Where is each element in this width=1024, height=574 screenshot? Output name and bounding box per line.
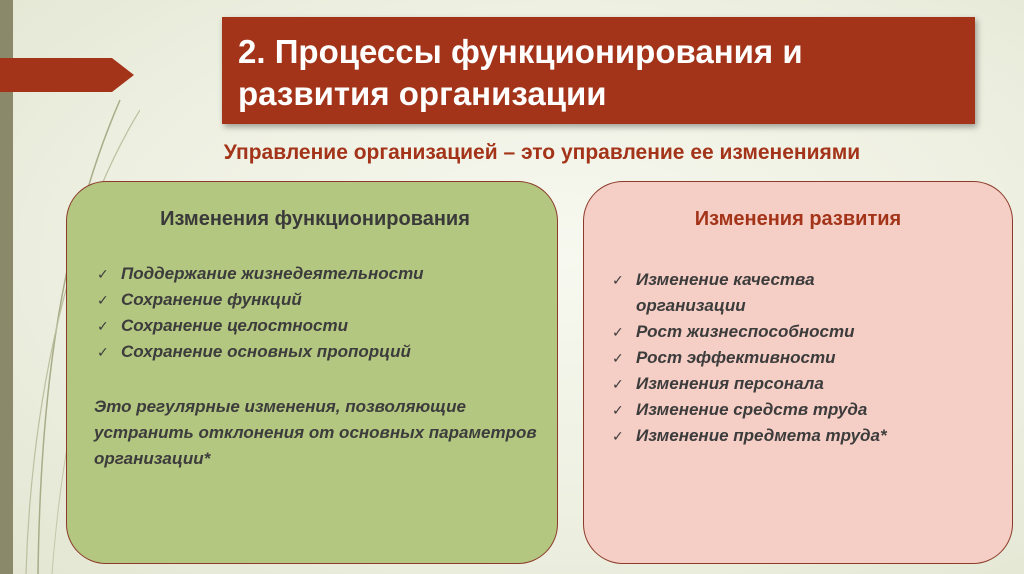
checkmark-icon: ✓ (97, 292, 109, 308)
list-item-text: Сохранение функций (121, 290, 302, 309)
list-item-text: Поддержание жизнедеятельности (121, 264, 424, 283)
checkmark-icon: ✓ (612, 324, 624, 340)
list-item (612, 423, 992, 449)
slide-subtitle: Управление организацией – это управление ее изменениями (223, 141, 861, 164)
checkmark-icon: ✓ (612, 350, 624, 366)
list-item-text: Изменение средств труда (636, 400, 868, 419)
list-item (97, 313, 424, 339)
list-item-text: Рост жизнеспособности (636, 322, 855, 341)
checkmark-icon: ✓ (612, 402, 624, 418)
list-item-text: Изменение предмета труда* (636, 426, 887, 445)
functioning-card-heading: Изменения функционирования (160, 208, 470, 230)
list-item (97, 261, 424, 287)
checkmark-icon: ✓ (97, 344, 109, 360)
checkmark-icon: ✓ (97, 318, 109, 334)
list-item-text: Рост эффективности (636, 348, 836, 367)
list-item (612, 319, 992, 345)
list-item-text: Сохранение целостности (121, 316, 348, 335)
list-item (612, 371, 992, 397)
checkmark-icon: ✓ (97, 266, 109, 282)
functioning-changes-card (66, 181, 558, 564)
list-item (97, 287, 424, 313)
list-item (612, 345, 992, 371)
list-item-text: Изменения персонала (636, 374, 824, 393)
list-item-text: Изменение качества организации (636, 270, 815, 315)
functioning-list (97, 261, 424, 365)
list-item (612, 397, 992, 423)
checkmark-icon: ✓ (612, 376, 624, 392)
list-item (612, 267, 992, 319)
development-list (612, 267, 992, 449)
checkmark-icon: ✓ (612, 272, 624, 288)
development-changes-card (583, 181, 1013, 564)
list-item (97, 339, 424, 365)
checkmark-icon: ✓ (612, 428, 624, 444)
development-card-heading: Изменения развития (694, 208, 902, 230)
page-title: 2. Процессы функционирования и развития организации (238, 33, 803, 112)
title-banner (222, 17, 975, 124)
list-item-text: Сохранение основных пропорций (121, 342, 411, 361)
functioning-note: Это регулярные изменения, позволяющие устранить отклонения от основных параметров организации* (94, 397, 537, 468)
